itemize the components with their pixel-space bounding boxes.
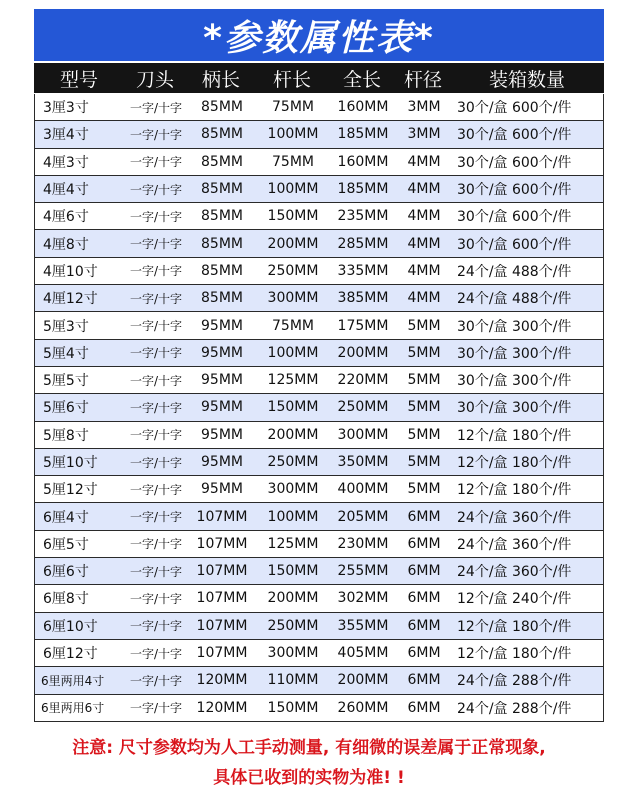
table-row <box>35 285 603 312</box>
table-row <box>35 613 603 640</box>
cell-shaft-length: 200MM <box>267 426 319 443</box>
cell-packing-quantity: 30个/盒 300个/件 <box>457 373 572 390</box>
cell-model: 5厘5寸 <box>43 373 89 390</box>
cell-shaft-diameter: 4MM <box>407 181 441 198</box>
cell-handle-length: 95MM <box>201 399 243 416</box>
cell-model: 5厘8寸 <box>43 427 89 444</box>
cell-model: 5厘4寸 <box>43 345 89 362</box>
header-total-length: 全长 <box>342 68 381 91</box>
cell-handle-length: 85MM <box>201 208 243 225</box>
cell-shaft-diameter: 6MM <box>407 590 441 607</box>
table-row <box>35 503 603 530</box>
cell-shaft-length: 300MM <box>267 290 319 307</box>
cell-shaft-length: 150MM <box>267 699 319 716</box>
cell-shaft-length: 75MM <box>272 99 314 116</box>
cell-handle-length: 85MM <box>201 126 243 143</box>
cell-total-length: 285MM <box>337 235 389 252</box>
cell-total-length: 235MM <box>337 208 389 225</box>
cell-total-length: 200MM <box>337 672 389 689</box>
cell-model: 5厘10寸 <box>43 455 98 471</box>
cell-model: 5厘6寸 <box>43 400 89 417</box>
cell-total-length: 255MM <box>337 563 389 580</box>
cell-packing-quantity: 30个/盒 300个/件 <box>457 400 572 417</box>
cell-shaft-length: 75MM <box>272 153 314 170</box>
table-row <box>35 367 603 394</box>
cell-total-length: 220MM <box>337 372 389 389</box>
cell-handle-length: 107MM <box>196 617 248 634</box>
cell-total-length: 200MM <box>337 344 389 361</box>
cell-shaft-length: 100MM <box>267 126 319 143</box>
cell-tip: 一字/十字 <box>129 127 183 142</box>
cell-shaft-diameter: 6MM <box>407 699 441 716</box>
cell-total-length: 175MM <box>337 317 389 334</box>
note-line-1: 注意: 尺寸参数均为人工手动测量, 有细微的误差属于正常现象, <box>72 738 546 758</box>
cell-packing-quantity: 12个/盒 180个/件 <box>457 618 572 635</box>
cell-handle-length: 95MM <box>201 454 243 470</box>
cell-shaft-diameter: 5MM <box>407 317 441 334</box>
cell-shaft-diameter: 5MM <box>407 344 441 361</box>
cell-shaft-diameter: 4MM <box>407 153 441 170</box>
cell-packing-quantity: 30个/盒 600个/件 <box>457 127 572 144</box>
cell-handle-length: 95MM <box>201 426 243 443</box>
cell-shaft-diameter: 6MM <box>407 645 441 662</box>
table-row <box>35 258 603 285</box>
cell-handle-length: 85MM <box>201 262 243 279</box>
cell-packing-quantity: 24个/盒 488个/件 <box>457 291 572 308</box>
cell-total-length: 300MM <box>337 426 389 443</box>
cell-shaft-diameter: 6MM <box>407 563 441 580</box>
cell-total-length: 185MM <box>337 181 389 198</box>
table-row <box>35 230 603 257</box>
cell-shaft-length: 125MM <box>267 535 319 552</box>
cell-shaft-diameter: 4MM <box>407 262 441 279</box>
cell-model: 6厘10寸 <box>43 618 98 635</box>
header-shaft-diameter: 杆径 <box>403 68 442 91</box>
table-row <box>35 149 603 176</box>
cell-handle-length: 85MM <box>201 153 243 170</box>
cell-tip: 一字/十字 <box>129 237 183 252</box>
cell-shaft-diameter: 6MM <box>407 508 441 525</box>
cell-tip: 一字/十字 <box>129 155 183 170</box>
cell-tip: 一字/十字 <box>129 455 183 470</box>
cell-handle-length: 107MM <box>196 563 248 580</box>
cell-shaft-diameter: 6MM <box>407 617 441 634</box>
cell-shaft-diameter: 3MM <box>407 99 441 116</box>
cell-packing-quantity: 24个/盒 360个/件 <box>457 564 572 581</box>
cell-packing-quantity: 24个/盒 288个/件 <box>457 673 572 690</box>
cell-total-length: 160MM <box>337 99 389 116</box>
cell-shaft-diameter: 5MM <box>407 481 441 498</box>
cell-packing-quantity: 24个/盒 288个/件 <box>457 700 572 717</box>
cell-shaft-length: 100MM <box>267 508 319 525</box>
table-row <box>35 94 603 121</box>
cell-handle-length: 95MM <box>201 344 243 361</box>
cell-tip: 一字/十字 <box>129 619 183 634</box>
cell-shaft-length: 125MM <box>267 372 319 389</box>
cell-shaft-length: 250MM <box>267 454 319 470</box>
header-model: 型号 <box>59 68 98 91</box>
cell-shaft-length: 250MM <box>267 262 319 279</box>
cell-tip: 一字/十字 <box>129 482 183 497</box>
cell-shaft-diameter: 4MM <box>407 235 441 252</box>
cell-shaft-diameter: 4MM <box>407 208 441 225</box>
cell-total-length: 185MM <box>337 126 389 143</box>
header-packing-quantity: 装箱数量 <box>488 68 565 91</box>
cell-tip: 一字/十字 <box>129 510 183 525</box>
cell-shaft-diameter: 5MM <box>407 372 441 389</box>
cell-packing-quantity: 30个/盒 600个/件 <box>457 182 572 199</box>
cell-tip: 一字/十字 <box>129 428 183 443</box>
cell-packing-quantity: 30个/盒 600个/件 <box>457 236 572 253</box>
header-shaft-length: 杆长 <box>272 68 311 91</box>
cell-total-length: 302MM <box>337 590 389 607</box>
cell-model: 6厘5寸 <box>43 536 89 553</box>
cell-tip: 一字/十字 <box>129 209 183 224</box>
cell-shaft-length: 200MM <box>267 590 319 607</box>
cell-model: 6厘6寸 <box>43 564 89 581</box>
cell-handle-length: 85MM <box>201 181 243 198</box>
cell-model: 5厘12寸 <box>43 482 98 499</box>
cell-tip: 一字/十字 <box>129 346 183 361</box>
cell-shaft-length: 300MM <box>267 481 319 498</box>
table-row <box>35 640 603 667</box>
cell-tip: 一字/十字 <box>129 373 183 388</box>
cell-shaft-length: 150MM <box>267 399 319 416</box>
title-banner <box>34 9 604 61</box>
table-row <box>35 312 603 339</box>
cell-handle-length: 107MM <box>196 508 248 525</box>
table-row <box>35 176 603 203</box>
table-row <box>35 449 603 476</box>
cell-packing-quantity: 24个/盒 488个/件 <box>457 263 572 280</box>
cell-total-length: 205MM <box>337 508 389 525</box>
cell-tip: 一字/十字 <box>129 400 183 415</box>
cell-model: 4厘6寸 <box>43 209 89 226</box>
cell-shaft-length: 75MM <box>272 317 314 334</box>
cell-tip: 一字/十字 <box>129 182 183 197</box>
cell-model: 3厘4寸 <box>43 127 89 144</box>
table-row <box>35 394 603 421</box>
cell-model: 4厘10寸 <box>43 263 98 280</box>
note-line-2: 具体已收到的实物为准! ! <box>213 768 405 788</box>
cell-shaft-length: 150MM <box>267 563 319 580</box>
table-row <box>35 667 603 694</box>
table-row <box>35 531 603 558</box>
cell-shaft-length: 100MM <box>267 181 319 198</box>
cell-handle-length: 95MM <box>201 317 243 334</box>
cell-shaft-length: 110MM <box>267 672 319 689</box>
table-row <box>35 203 603 230</box>
cell-total-length: 355MM <box>337 617 389 634</box>
cell-total-length: 250MM <box>337 399 389 416</box>
cell-shaft-diameter: 5MM <box>407 454 441 470</box>
cell-handle-length: 85MM <box>201 290 243 307</box>
cell-model: 6厘12寸 <box>43 646 98 663</box>
cell-shaft-diameter: 5MM <box>407 399 441 416</box>
cell-tip: 一字/十字 <box>129 319 183 334</box>
cell-shaft-diameter: 5MM <box>407 426 441 443</box>
cell-tip: 一字/十字 <box>129 591 183 606</box>
cell-total-length: 335MM <box>337 262 389 279</box>
table-row <box>35 340 603 367</box>
cell-packing-quantity: 24个/盒 360个/件 <box>457 536 572 553</box>
spec-table <box>34 94 604 722</box>
cell-model: 4厘8寸 <box>43 236 89 253</box>
cell-shaft-length: 100MM <box>267 344 319 361</box>
cell-model: 4厘12寸 <box>43 291 98 308</box>
table-row <box>35 585 603 612</box>
cell-tip: 一字/十字 <box>129 291 183 306</box>
cell-packing-quantity: 30个/盒 600个/件 <box>457 154 572 171</box>
table-row <box>35 121 603 148</box>
cell-packing-quantity: 12个/盒 180个/件 <box>457 455 572 471</box>
cell-packing-quantity: 12个/盒 240个/件 <box>457 591 572 608</box>
table-row <box>35 558 603 585</box>
header-handle-length: 柄长 <box>201 68 240 91</box>
cell-packing-quantity: 30个/盒 300个/件 <box>457 345 572 362</box>
cell-shaft-diameter: 4MM <box>407 290 441 307</box>
cell-shaft-length: 250MM <box>267 617 319 634</box>
cell-handle-length: 107MM <box>196 590 248 607</box>
cell-tip: 一字/十字 <box>129 537 183 552</box>
page-title: *参数属性表* <box>203 17 435 59</box>
cell-tip: 一字/十字 <box>129 264 183 279</box>
cell-packing-quantity: 12个/盒 180个/件 <box>457 482 572 499</box>
cell-model: 6厘4寸 <box>43 509 89 526</box>
table-row <box>35 422 603 449</box>
cell-handle-length: 120MM <box>196 672 248 689</box>
cell-total-length: 350MM <box>337 454 389 470</box>
cell-packing-quantity: 30个/盒 300个/件 <box>457 318 572 335</box>
cell-model: 4厘3寸 <box>43 154 89 171</box>
cell-handle-length: 107MM <box>196 645 248 662</box>
cell-model: 6里两用6寸 <box>41 701 105 716</box>
cell-shaft-length: 150MM <box>267 208 319 225</box>
cell-handle-length: 120MM <box>196 699 248 716</box>
cell-handle-length: 95MM <box>201 372 243 389</box>
cell-total-length: 230MM <box>337 535 389 552</box>
cell-shaft-length: 300MM <box>267 645 319 662</box>
cell-packing-quantity: 24个/盒 360个/件 <box>457 509 572 526</box>
cell-total-length: 405MM <box>337 645 389 662</box>
cell-model: 6厘8寸 <box>43 591 89 608</box>
cell-total-length: 160MM <box>337 153 389 170</box>
header-tip: 刀头 <box>135 68 174 91</box>
cell-packing-quantity: 12个/盒 180个/件 <box>457 646 572 663</box>
cell-shaft-diameter: 6MM <box>407 535 441 552</box>
table-row <box>35 476 603 503</box>
cell-tip: 一字/十字 <box>129 646 183 661</box>
cell-handle-length: 85MM <box>201 235 243 252</box>
cell-packing-quantity: 30个/盒 600个/件 <box>457 209 572 226</box>
cell-total-length: 400MM <box>337 481 389 498</box>
cell-handle-length: 95MM <box>201 481 243 498</box>
cell-model: 3厘3寸 <box>43 100 89 117</box>
cell-model: 5厘3寸 <box>43 318 89 335</box>
cell-packing-quantity: 30个/盒 600个/件 <box>457 100 572 117</box>
cell-shaft-length: 200MM <box>267 235 319 252</box>
cell-model: 4厘4寸 <box>43 182 89 199</box>
cell-total-length: 385MM <box>337 290 389 307</box>
cell-model: 6里两用4寸 <box>41 673 105 688</box>
table-header <box>34 63 604 93</box>
cell-handle-length: 85MM <box>201 99 243 116</box>
cell-handle-length: 107MM <box>196 535 248 552</box>
cell-tip: 一字/十字 <box>129 673 183 688</box>
cell-shaft-diameter: 3MM <box>407 126 441 143</box>
table-row <box>35 695 603 722</box>
cell-total-length: 260MM <box>337 699 389 716</box>
cell-tip: 一字/十字 <box>129 100 183 115</box>
cell-tip: 一字/十字 <box>129 564 183 579</box>
cell-tip: 一字/十字 <box>129 701 183 716</box>
cell-shaft-diameter: 6MM <box>407 672 441 689</box>
cell-packing-quantity: 12个/盒 180个/件 <box>457 427 572 444</box>
disclaimer-note <box>0 733 618 793</box>
